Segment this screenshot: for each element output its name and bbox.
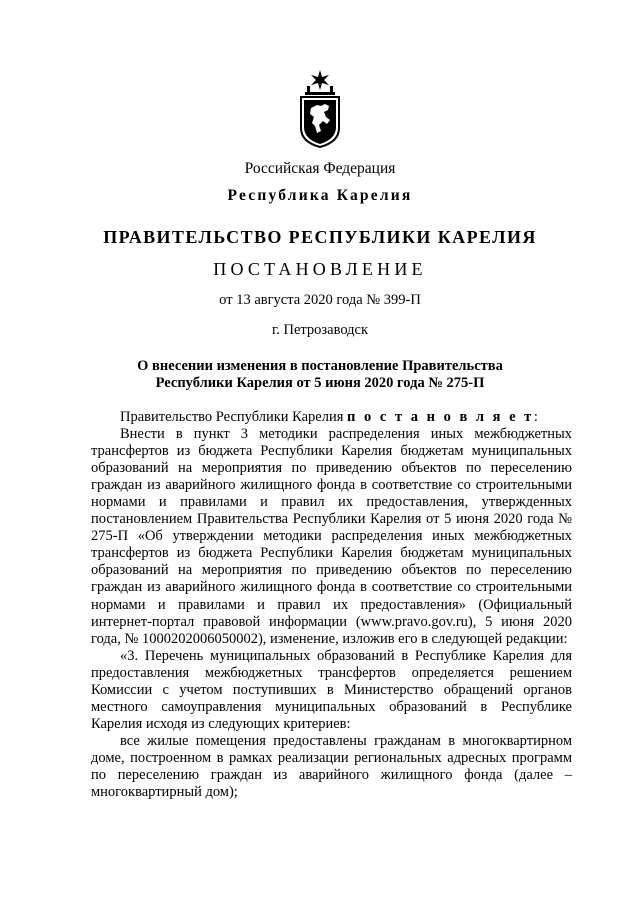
date-number: от 13 августа 2020 года № 399-П — [219, 292, 421, 308]
paragraph-amendment: Внести в пункт 3 методики распределения иных межбюджетных трансфертов из бюджета Республики Карелия бюджетам муниципальных образований на мероприятия по приведению объектов по переселению граждан из аварийного жилищного фонда в соответствие со строительными нормами и правилами и правил их предоставления, утвержденных постановлением Правительства Республики Карелия от 5 июня 2020 года № 275-П «Об утверждении методики распределения иных межбюджетных трансфертов из бюджета Республики Карелия бюджетам муниципальных образований на мероприятия по приведению объектов по переселению граждан из аварийного жилищного фонда в соответствие со строительными нормами и правилами и правил их предоставления» (Официальный интернет-портал правовой информации (www.pravo.gov.ru), 5 июня 2020 года, № 1000202006050002), изменение, изложив его в следующей редакции: — [91, 426, 572, 647]
intro-action: п о с т а н о в л я е т — [347, 409, 534, 425]
document-title-line1: О внесении изменения в постановление Правительства — [137, 358, 503, 374]
document-body — [91, 409, 572, 801]
government-heading: ПРАВИТЕЛЬСТВО РЕСПУБЛИКИ КАРЕЛИЯ — [103, 227, 537, 247]
document-title-line2: Республики Карелия от 5 июня 2020 года № 275-П — [155, 375, 485, 391]
karelia-coat-of-arms-icon — [299, 70, 341, 148]
paragraph-quote: «3. Перечень муниципальных образований в Республике Карелия для предоставления межбюджетных трансфертов определяется решением Комиссии с учетом поступивших в Министерство обращений органов местного самоуправления муниципальных образований в Республике Карелия исходя из следующих критериев: — [91, 647, 572, 732]
city-label: г. Петрозаводск — [271, 322, 369, 338]
republic-label: Республика Карелия — [227, 187, 413, 204]
intro-prefix: Правительство Республики Карелия — [120, 409, 348, 425]
document-type: ПОСТАНОВЛЕНИЕ — [213, 259, 427, 279]
intro-paragraph — [91, 409, 572, 426]
paragraph-criteria: все жилые помещения предоставлены гражданам в многоквартирном доме, построенном в рамках реализации региональных адресных программ по переселению граждан из аварийного жилищного фонда (далее – многоквартирный дом); — [91, 732, 572, 801]
federation-label: Российская Федерация — [244, 160, 396, 177]
intro-suffix: : — [533, 409, 538, 425]
